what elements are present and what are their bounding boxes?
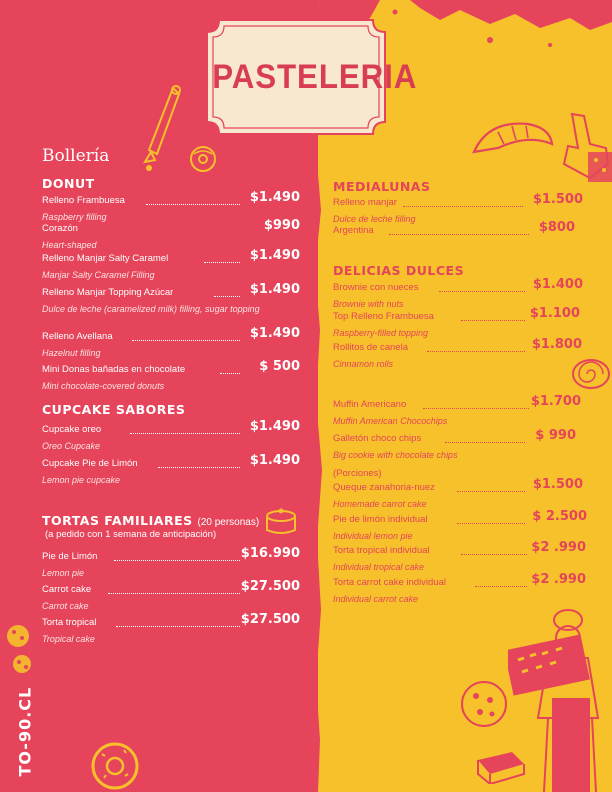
menu-item bbox=[42, 218, 300, 251]
item-price: $ 2.500 bbox=[532, 509, 587, 524]
section-tortas-name: TORTAS FAMILIARES bbox=[42, 513, 193, 528]
item-price: $1.400 bbox=[532, 277, 583, 292]
item-name: Rollitos de canela bbox=[333, 342, 408, 353]
item-desc: Raspberry filling bbox=[42, 212, 107, 222]
item-desc: Oreo Cupcake bbox=[42, 441, 101, 451]
menu-item bbox=[42, 282, 300, 315]
menu-item bbox=[333, 306, 580, 339]
item-price: $16.990 bbox=[240, 546, 300, 561]
section-medialunas-title: MEDIALUNAS bbox=[333, 179, 431, 194]
item-name: Pie de Limón bbox=[42, 551, 98, 562]
item-desc: Dulce de leche filling bbox=[333, 214, 416, 224]
dotted-leader bbox=[114, 552, 240, 561]
item-desc: Brownie with nuts bbox=[333, 299, 404, 309]
dotted-leader bbox=[445, 434, 525, 443]
item-name: Relleno Frambuesa bbox=[42, 195, 125, 206]
menu-item bbox=[333, 220, 575, 242]
item-name: Argentina bbox=[333, 225, 374, 236]
dotted-leader bbox=[130, 425, 240, 434]
item-price: $1.500 bbox=[532, 477, 583, 492]
category-heading: Bollería bbox=[42, 146, 110, 166]
item-price: $1.100 bbox=[529, 306, 580, 321]
menu-item bbox=[42, 359, 300, 392]
item-desc: Heart-shaped bbox=[42, 240, 97, 250]
item-price: $ 990 bbox=[535, 428, 576, 443]
menu-item bbox=[333, 337, 582, 370]
menu-item bbox=[333, 540, 586, 573]
menu-item bbox=[42, 419, 300, 452]
porciones-text: (Porciones) bbox=[333, 468, 382, 479]
item-desc: Individual lemon pie bbox=[333, 531, 413, 541]
dotted-leader bbox=[457, 515, 525, 524]
menu-item bbox=[333, 428, 576, 461]
dotted-leader bbox=[439, 283, 525, 292]
dotted-leader bbox=[403, 198, 523, 207]
item-name: Torta carrot cake individual bbox=[333, 577, 446, 588]
item-desc: Hazelnut filling bbox=[42, 348, 101, 358]
hand-icon bbox=[550, 108, 612, 198]
raspberry-icon bbox=[2, 622, 36, 678]
dotted-leader bbox=[389, 226, 529, 235]
item-name: Brownie con nueces bbox=[333, 282, 419, 293]
item-price: $1.490 bbox=[249, 248, 300, 263]
item-name: Corazón bbox=[42, 223, 78, 234]
dotted-leader bbox=[158, 459, 240, 468]
menu-item bbox=[42, 326, 300, 359]
item-price: $1.800 bbox=[531, 337, 582, 352]
item-desc: Muffin American Chocochips bbox=[333, 416, 448, 426]
item-name: Top Relleno Frambuesa bbox=[333, 311, 434, 322]
menu-item bbox=[333, 572, 586, 605]
item-price: $27.500 bbox=[240, 612, 300, 627]
item-price: $1.490 bbox=[249, 326, 300, 341]
dotted-leader bbox=[427, 343, 525, 352]
item-name: Torta tropical bbox=[42, 617, 97, 628]
item-price: $1.490 bbox=[249, 453, 300, 468]
item-desc: Homemade carrot cake bbox=[333, 499, 427, 509]
item-name: Carrot cake bbox=[42, 584, 92, 595]
brand-text: TO-90.CL bbox=[15, 686, 35, 777]
item-desc: Tropical cake bbox=[42, 634, 95, 644]
dotted-leader bbox=[204, 254, 240, 263]
brand-label bbox=[8, 688, 38, 778]
dotted-leader bbox=[457, 483, 525, 492]
item-name: Muffin Americano bbox=[333, 399, 407, 410]
menu-item bbox=[333, 394, 581, 427]
dotted-leader bbox=[423, 400, 529, 409]
tortas-note: (a pedido con 1 semana de anticipación) bbox=[45, 529, 217, 540]
item-price: $990 bbox=[263, 218, 300, 233]
dotted-leader bbox=[146, 196, 240, 205]
item-desc: Cinnamon rolls bbox=[333, 359, 394, 369]
item-name: Torta tropical individual bbox=[333, 545, 430, 556]
item-price: $800 bbox=[538, 220, 575, 235]
menu-item bbox=[42, 190, 300, 223]
item-desc: Raspberry-filled topping bbox=[333, 328, 429, 338]
section-tortas-servings: (20 personas) bbox=[197, 517, 260, 528]
item-name: Pie de limón individual bbox=[333, 514, 428, 525]
piping-bag-icon bbox=[135, 80, 185, 175]
item-name: Galletón choco chips bbox=[333, 433, 422, 444]
item-desc: Lemon pie cupcake bbox=[42, 475, 121, 485]
dotted-leader bbox=[220, 365, 240, 374]
section-delicias-title: DELICIAS DULCES bbox=[333, 263, 465, 278]
item-name: Relleno manjar bbox=[333, 197, 397, 208]
item-name: Queque zanahoria-nuez bbox=[333, 482, 435, 493]
dotted-leader bbox=[475, 578, 527, 587]
donut-icon bbox=[186, 144, 220, 174]
page-title: PASTELERIA bbox=[212, 58, 418, 96]
item-name: Mini Donas bañadas en chocolate bbox=[42, 364, 186, 375]
title-plaque bbox=[205, 18, 418, 136]
menu-item bbox=[42, 453, 300, 486]
item-desc: Big cookie with chocolate chips bbox=[333, 450, 458, 460]
item-name: Relleno Manjar Salty Caramel bbox=[42, 253, 169, 264]
section-tortas-title bbox=[42, 513, 259, 528]
item-desc: Dulce de leche (caramelized milk) filling, sugar topping bbox=[42, 304, 260, 314]
menu-item bbox=[42, 579, 300, 612]
brownie-icon bbox=[472, 744, 528, 784]
item-name: Cupcake Pie de Limón bbox=[42, 458, 138, 469]
croissant-icon bbox=[468, 112, 558, 172]
item-desc: Manjar Salty Caramel Filling bbox=[42, 270, 155, 280]
item-price: $27.500 bbox=[240, 579, 300, 594]
item-name: Cupcake oreo bbox=[42, 424, 102, 435]
cookie-icon bbox=[458, 678, 510, 730]
donut-bottom-icon bbox=[88, 736, 142, 792]
item-price: $1.490 bbox=[249, 419, 300, 434]
item-desc: Individual carrot cake bbox=[333, 594, 419, 604]
section-donut-title: DONUT bbox=[42, 176, 95, 191]
item-desc: Lemon pie bbox=[42, 568, 85, 578]
item-price: $1.500 bbox=[532, 192, 583, 207]
menu-item bbox=[42, 248, 300, 281]
item-price: $ 500 bbox=[259, 359, 300, 374]
item-price: $1.490 bbox=[249, 190, 300, 205]
item-price: $1.490 bbox=[249, 282, 300, 297]
item-desc: Carrot cake bbox=[42, 601, 89, 611]
dotted-leader bbox=[108, 585, 240, 594]
dotted-leader bbox=[461, 312, 525, 321]
item-desc: Mini chocolate-covered donuts bbox=[42, 381, 165, 391]
section-cupcake-title: CUPCAKE SABORES bbox=[42, 402, 186, 417]
item-name: Relleno Avellana bbox=[42, 331, 113, 342]
dotted-leader bbox=[132, 332, 240, 341]
menu-item bbox=[42, 612, 300, 645]
item-desc: Individual tropical cake bbox=[333, 562, 425, 572]
dotted-leader bbox=[461, 546, 527, 555]
menu-item bbox=[333, 509, 587, 542]
item-price: $2 .990 bbox=[531, 540, 586, 555]
menu-item bbox=[42, 546, 300, 579]
menu-item bbox=[333, 477, 583, 510]
item-price: $1.700 bbox=[530, 394, 581, 409]
dotted-leader bbox=[116, 618, 240, 627]
item-price: $2 .990 bbox=[531, 572, 586, 587]
item-name: Relleno Manjar Topping Azúcar bbox=[42, 287, 174, 298]
dotted-leader bbox=[214, 288, 240, 297]
cake-icon bbox=[262, 506, 300, 540]
